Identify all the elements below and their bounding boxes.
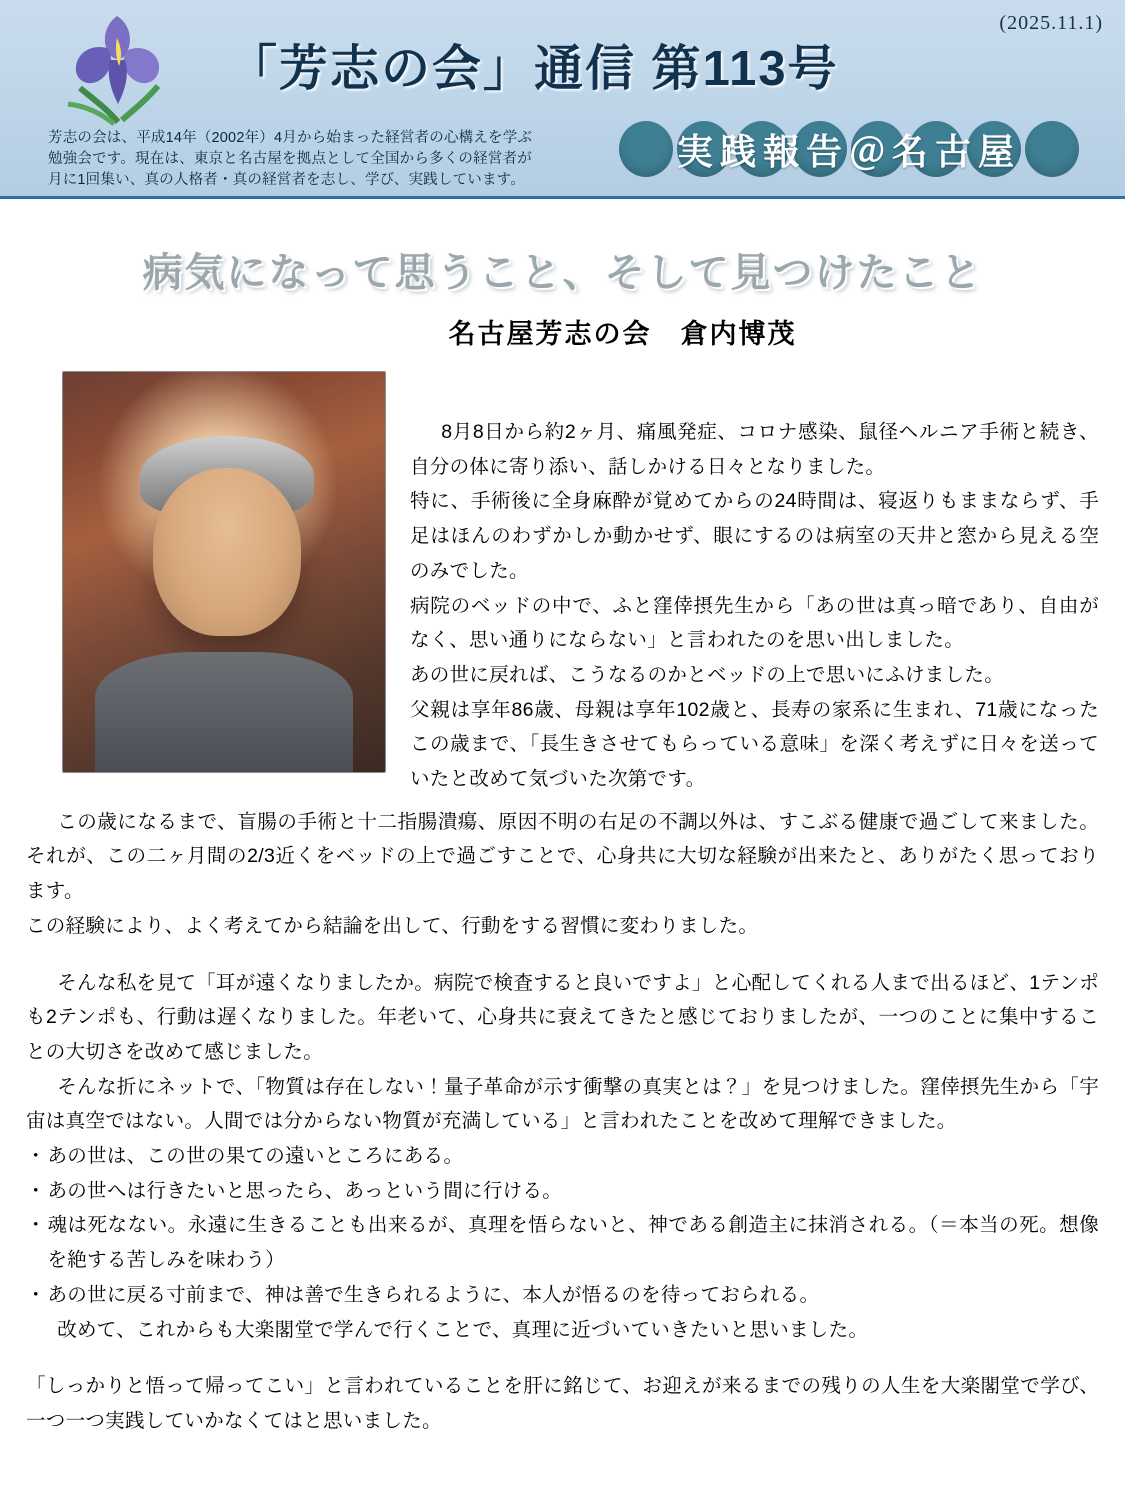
iris-flower-icon [62, 8, 172, 126]
paragraph: そんな折にネットで、「物質は存在しない！量子革命が示す衝撃の真実とは？」を見つけました。窪倖摂先生から「宇宙は真空ではない。人間では分からない物質が充満している」と言われたことを改めて理解できました。 [26, 1075, 1099, 1133]
report-badge-label: 実践報告＠名古屋 [676, 130, 1021, 172]
main-paragraphs [26, 805, 1099, 1139]
lead-block [26, 365, 1099, 797]
article-title: 病気になって思うこと、そして見つけたこと [142, 251, 983, 295]
lead-paragraph: あの世に戻れば、こうなるのかとベッドの上で思いにふけました。 [410, 663, 1005, 686]
author-portrait [62, 371, 386, 773]
list-item: ・ 魂は死なない。永遠に生きることも出来るが、真理を悟らないと、神である創造主に抹消される。（＝本当の死。想像を絶する苦しみを味わう） [26, 1208, 1099, 1277]
issue-date: (2025.11.1) [999, 12, 1103, 34]
lead-paragraph: 病院のベッドの中で、ふと窪倖摂先生から「あの世は真っ暗であり、自由がなく、思い通りにならない」と言われたのを思い出しました。 [410, 594, 1099, 652]
lead-paragraph: 8月8日から約2ヶ月、痛風発症、コロナ感染、鼠径ヘルニア手術と続き、自分の体に寄り添い、話しかける日々となりました。 [410, 421, 1099, 478]
portrait-body [95, 652, 353, 772]
lead-paragraph: 父親は享年86歳、母親は享年102歳と、長寿の家系に生まれ、71歳になったこの歳まで、「長生きさせてもらっている意味」を深く考えずに日々を送っていたと改めて気づいた次第です。 [410, 698, 1099, 791]
article-byline: 名古屋芳志の会 倉内博茂 [448, 319, 797, 349]
page-title: 「芳志の会」通信 第113号 [228, 42, 839, 96]
closing-indent-paragraph: 改めて、これからも大楽閣堂で学んで行くことで、真理に近づいていきたいと思いました。 [57, 1318, 869, 1341]
insight-bullet-list [26, 1139, 1099, 1313]
paragraph: この歳になるまで、盲腸の手術と十二指腸潰瘍、原因不明の右足の不調以外は、すこぶる健康で過ごして来ました。それが、この二ヶ月間の2/3近くをベッドの上で過ごすことで、心身共に大切な経験が出来たと、ありがたく思っております。 [26, 810, 1099, 903]
portrait-face [153, 468, 301, 636]
newsletter-header [0, 0, 1125, 199]
badge-bubble [619, 121, 673, 177]
badge-bubble [1025, 121, 1079, 177]
list-item: ・ あの世は、この世の果ての遠いところにある。 [26, 1139, 1099, 1174]
paragraph: この経験により、よく考えてから結論を出して、行動をする習慣に変わりました。 [26, 914, 759, 937]
report-badge [600, 118, 1098, 180]
header-description: 芳志の会は、平成14年（2002年）4月から始まった経営者の心構えを学ぶ勉強会です。現在は、東京と名古屋を拠点として全国から多くの経営者が月に1回集い、真の人格者・真の経営者を志し、学び、実践しています。 [48, 130, 533, 189]
list-item: ・ あの世に戻る寸前まで、神は善で生きられるように、本人が悟るのを待っておられる。 [26, 1278, 1099, 1313]
closing-paragraph: 「しっかりと悟って帰ってこい」と言われていることを肝に銘じて、お迎えが来るまでの残りの人生を大楽閣堂で学び、一つ一つ実践していかなくてはと思いました。 [26, 1375, 1099, 1432]
article-body [0, 241, 1125, 1439]
lead-paragraph: 特に、手術後に全身麻酔が覚めてからの24時間は、寝返りもままならず、手足はほんのわずかしか動かせず、眼にするのは病室の天井と窓から見える空のみでした。 [410, 490, 1099, 582]
paragraph: そんな私を見て「耳が遠くなりましたか。病院で検査すると良いですよ」と心配してくれる人まで出るほど、1テンポも2テンポも、行動は遅くなりました。年老いて、心身共に衰えてきたと感じておりましたが、一つのことに集中することの大切さを改めて感じました。 [26, 971, 1099, 1063]
list-item: ・ あの世へは行きたいと思ったら、あっという間に行ける。 [26, 1174, 1099, 1209]
